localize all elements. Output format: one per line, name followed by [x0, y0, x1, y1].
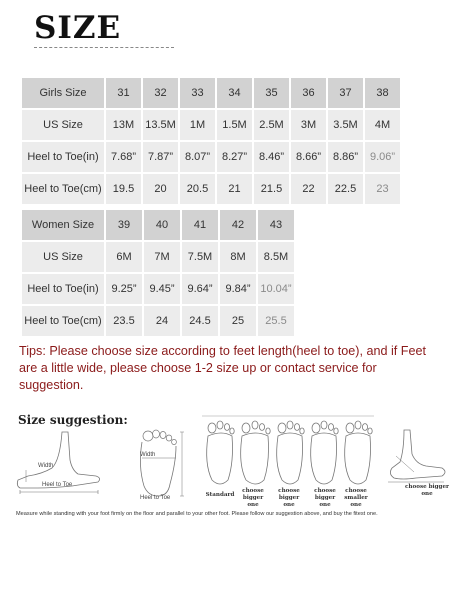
- row-label: Heel to Toe(cm): [22, 306, 104, 336]
- table-cell: 10.04”: [258, 274, 294, 304]
- top-heel-to-toe-label: Heel to Toe: [140, 495, 171, 501]
- top-width-label: Width: [140, 452, 156, 458]
- header-cell: 32: [143, 78, 178, 108]
- table-cell: 23: [365, 174, 400, 204]
- table-cell: 8M: [220, 242, 256, 272]
- table-cell: 1.5M: [217, 110, 252, 140]
- table-header-row: [22, 210, 294, 240]
- row-label: Heel to Toe(in): [22, 142, 104, 172]
- table-cell: 20: [143, 174, 178, 204]
- top-foot-illustration: [126, 426, 188, 502]
- table-cell: 25: [220, 306, 256, 336]
- table-row: [22, 306, 294, 336]
- table-cell: 20.5: [180, 174, 215, 204]
- table-cell: 13.5M: [143, 110, 178, 140]
- table-cell: 24.5: [182, 306, 218, 336]
- row-label: US Size: [22, 242, 104, 272]
- bigger-one-side-label: choose bigger one: [405, 484, 449, 497]
- table-row: [22, 142, 400, 172]
- table-cell: 21.5: [254, 174, 289, 204]
- measurement-footnote: Measure while standing with your foot firmly on the floor and parallel to your other foot. Please follow our suggestion above, and buy the fitest one.: [16, 511, 378, 517]
- header-cell: 42: [220, 210, 256, 240]
- table-row: [22, 110, 400, 140]
- table-cell: 8.86”: [328, 142, 363, 172]
- side-width-label: Width: [38, 463, 54, 469]
- table-cell: 8.66”: [291, 142, 326, 172]
- table-cell: 9.06”: [365, 142, 400, 172]
- table-cell: 1M: [180, 110, 215, 140]
- girls-size-table: [20, 76, 402, 206]
- table-cell: 7.68”: [106, 142, 141, 172]
- header-cell: Women Size: [22, 210, 104, 240]
- sizing-tips: Tips: Please choose size according to feet length(heel to toe), and if Feet are a little wide, please choose 1-2 size up or contact service for suggestion.: [19, 344, 426, 392]
- header-cell: 36: [291, 78, 326, 108]
- table-cell: 9.84”: [220, 274, 256, 304]
- table-cell: 19.5: [106, 174, 141, 204]
- table-row: [22, 242, 294, 272]
- header-cell: 34: [217, 78, 252, 108]
- table-cell: 9.64”: [182, 274, 218, 304]
- header-cell: Girls Size: [22, 78, 104, 108]
- table-cell: 3M: [291, 110, 326, 140]
- table-cell: 8.46”: [254, 142, 289, 172]
- table-cell: 23.5: [106, 306, 142, 336]
- table-row: [22, 274, 294, 304]
- header-cell: 43: [258, 210, 294, 240]
- women-size-table: [20, 208, 296, 338]
- table-cell: 24: [144, 306, 180, 336]
- title-divider: [34, 47, 174, 48]
- table-cell: 8.07”: [180, 142, 215, 172]
- size-suggestion-heading: Size suggestion:: [18, 413, 128, 427]
- header-cell: 38: [365, 78, 400, 108]
- table-cell: 7.87”: [143, 142, 178, 172]
- side-heel-to-toe-label: Heel to Toe: [42, 482, 73, 488]
- header-cell: 31: [106, 78, 141, 108]
- bigger-one-label: choose bigger one: [242, 488, 264, 508]
- table-cell: 4M: [365, 110, 400, 140]
- side-foot-right-illustration: [386, 428, 450, 488]
- header-cell: 37: [328, 78, 363, 108]
- table-cell: 8.5M: [258, 242, 294, 272]
- table-header-row: [22, 78, 400, 108]
- table-cell: 9.45”: [144, 274, 180, 304]
- side-foot-illustration: [12, 430, 112, 500]
- table-cell: 13M: [106, 110, 141, 140]
- header-cell: 40: [144, 210, 180, 240]
- standard-foot-label: Standard: [205, 492, 235, 498]
- table-cell: 7M: [144, 242, 180, 272]
- row-label: US Size: [22, 110, 104, 140]
- bigger-one-label: choose bigger one: [314, 488, 336, 508]
- smaller-one-label: choose smaller one: [344, 488, 368, 508]
- row-label: Heel to Toe(in): [22, 274, 104, 304]
- bigger-one-label: choose bigger one: [278, 488, 300, 508]
- table-cell: 8.27”: [217, 142, 252, 172]
- table-cell: 3.5M: [328, 110, 363, 140]
- table-cell: 2.5M: [254, 110, 289, 140]
- row-label: Heel to Toe(cm): [22, 174, 104, 204]
- table-cell: 21: [217, 174, 252, 204]
- header-cell: 33: [180, 78, 215, 108]
- header-cell: 39: [106, 210, 142, 240]
- header-cell: 41: [182, 210, 218, 240]
- header-cell: 35: [254, 78, 289, 108]
- table-cell: 25.5: [258, 306, 294, 336]
- table-cell: 7.5M: [182, 242, 218, 272]
- table-cell: 9.25”: [106, 274, 142, 304]
- table-row: [22, 174, 400, 204]
- table-cell: 22.5: [328, 174, 363, 204]
- table-cell: 6M: [106, 242, 142, 272]
- table-cell: 22: [291, 174, 326, 204]
- foot-shapes-illustration: [200, 414, 376, 490]
- size-heading: SIZE: [34, 10, 122, 46]
